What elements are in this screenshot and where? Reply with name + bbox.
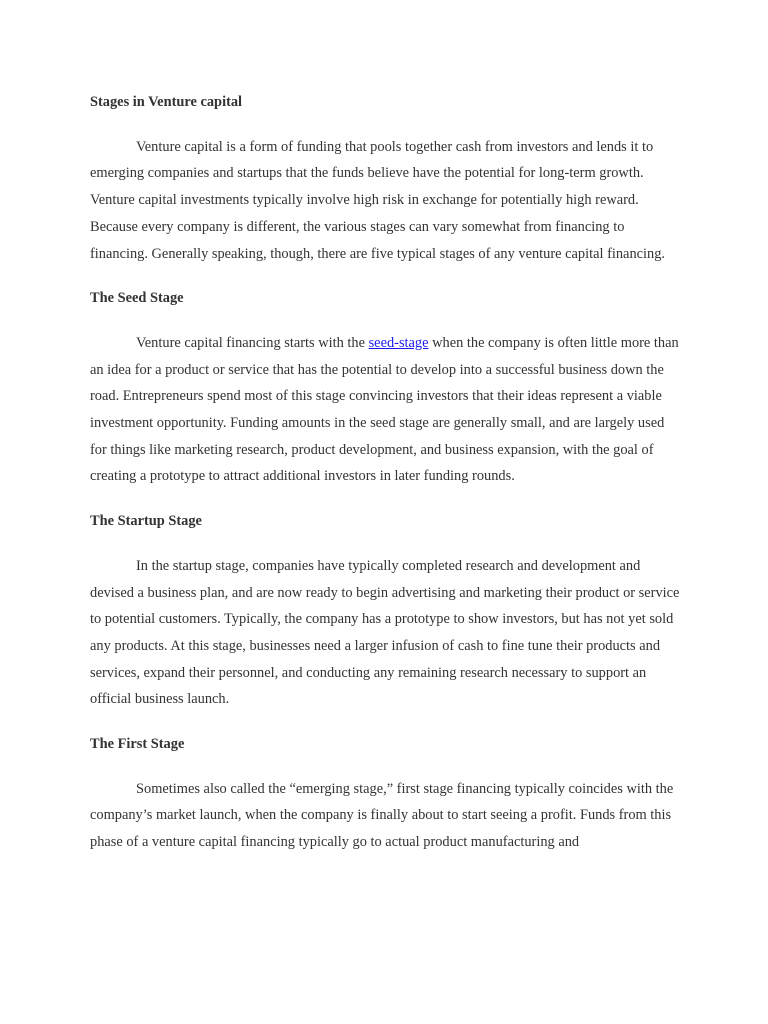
startup-stage-heading: The Startup Stage — [90, 513, 202, 530]
document-title: Stages in Venture capital — [90, 94, 243, 110]
seed-stage-link[interactable]: seed-stage — [368, 334, 429, 351]
document-body — [90, 89, 681, 874]
seed-stage-heading: The Seed Stage — [90, 290, 184, 307]
seed-text-before-link: Venture capital financing starts with the — [136, 334, 369, 351]
first-stage-heading: The First Stage — [90, 736, 185, 753]
seed-stage-paragraph — [90, 330, 681, 490]
intro-paragraph: Venture capital is a form of funding that pools together cash from investors and lends it to emerging companies and startups that the funds believe have the potential for long-term growth. Venture capital investments typically involve high risk in exchange for potentially high reward. Because every company is different, the various stages can vary somewhat from financing to financing. Generally speaking, though, there are five typical stages of any venture capital financing. — [90, 138, 666, 262]
startup-stage-paragraph: In the startup stage, companies have typically completed research and development and devised a business plan, and are now ready to begin advertising and marketing their product or service to potential customers. Typically, the company has a prototype to show investors, but has not yet sold any products. At this stage, businesses need a larger infusion of cash to fine tune their products and services, expand their personnel, and conducting any remaining research necessary to support an official business launch. — [90, 557, 680, 708]
seed-text-after-link: when the company is often little more than an idea for a product or service that has the potential to develop into a successful business down the road. Entrepreneurs spend most of this stage convincing investors that their ideas represent a viable investment opportunity. Funding amounts in the seed stage are generally small, and are largely used for things like marketing research, product development, and business expansion, with the goal of creating a prototype to attract additional investors in later funding rounds. — [90, 334, 679, 485]
first-stage-paragraph: Sometimes also called the “emerging stage,” first stage financing typically coincides with the company’s market launch, when the company is finally about to start seeing a profit. Funds from this phase of a venture capital financing typically go to actual product manufacturing and — [90, 780, 674, 851]
